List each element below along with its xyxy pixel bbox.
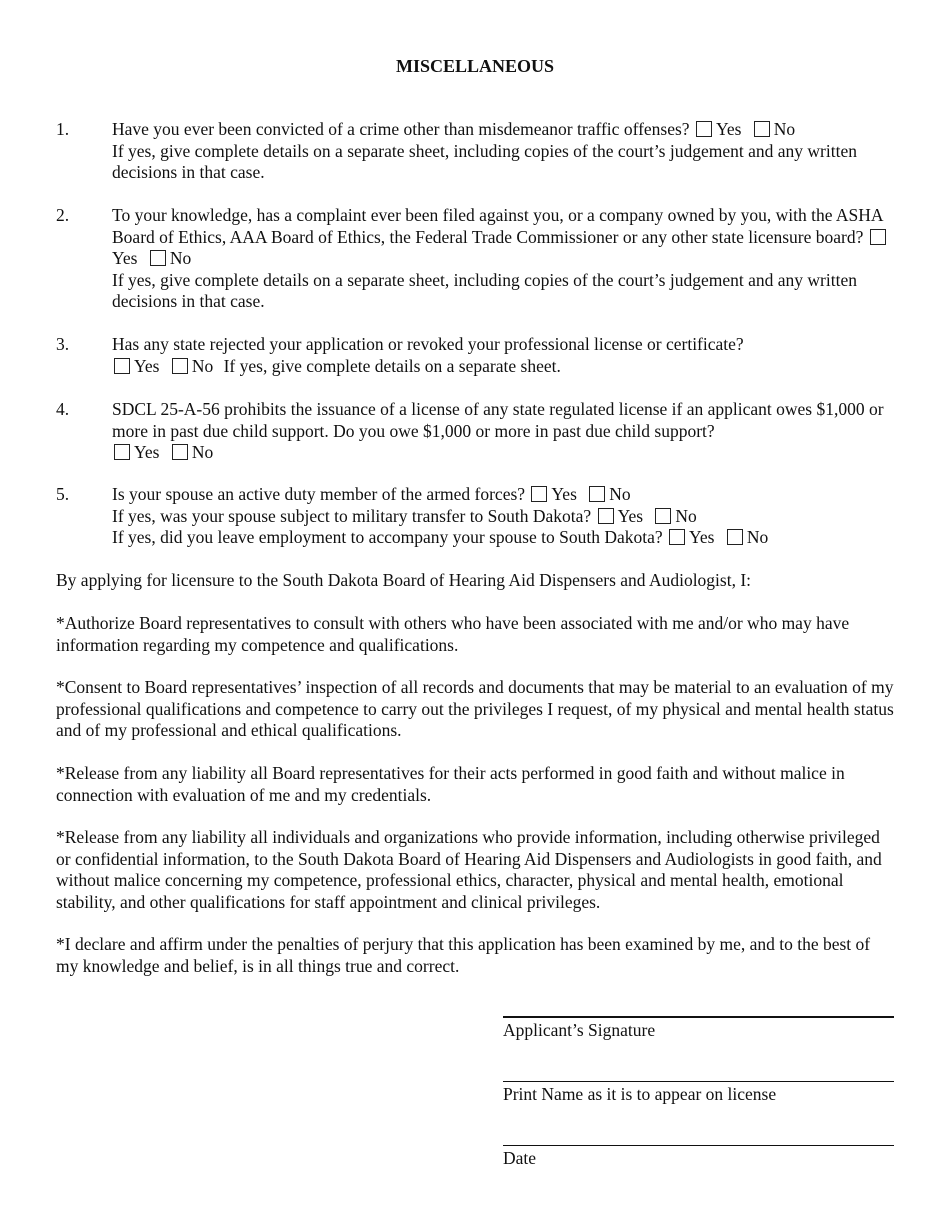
yes-label: Yes (689, 527, 715, 547)
question-text: To your knowledge, has a complaint ever been filed against you, or a company owned by you, with the ASHA Board of Ethics, AAA Board of Ethics, the Federal Trade Commissioner or any other state licensure board? (112, 205, 883, 247)
print-name-label: Print Name as it is to appear on license (503, 1084, 777, 1104)
question-2 (56, 205, 896, 313)
print-name-field[interactable] (503, 1081, 894, 1106)
yes-checkbox[interactable] (696, 121, 712, 137)
question-5 (56, 484, 896, 549)
question-text: If yes, did you leave employment to accompany your spouse to South Dakota? (112, 527, 663, 547)
question-1 (56, 119, 896, 184)
question-text: If yes, was your spouse subject to military transfer to South Dakota? (112, 505, 592, 526)
intro-text: By applying for licensure to the South Dakota Board of Hearing Aid Dispensers and Audiologist, I: (56, 570, 752, 590)
yes-checkbox[interactable] (114, 444, 130, 460)
yes-label: Yes (134, 355, 160, 376)
page-title: MISCELLANEOUS (395, 56, 555, 76)
date-field[interactable] (503, 1145, 894, 1170)
signature-line (503, 1016, 894, 1018)
yes-label: Yes (551, 484, 577, 504)
no-checkbox[interactable] (150, 250, 166, 266)
no-checkbox[interactable] (589, 486, 605, 502)
no-checkbox[interactable] (754, 121, 770, 137)
yes-checkbox[interactable] (598, 508, 614, 524)
question-number: 1. (56, 119, 70, 139)
question-text: Has any state rejected your application or revoked your professional license or certificate? (112, 334, 744, 354)
question-number: 5. (56, 484, 70, 504)
yes-label: Yes (134, 442, 160, 462)
yes-label: Yes (112, 248, 138, 268)
yes-label: Yes (617, 505, 644, 526)
statement-release-board: *Release from any liability all Board representatives for their acts performed in good faith and without malice in connection with evaluation of me and my credentials. (56, 763, 845, 805)
no-label: No (191, 442, 214, 462)
no-checkbox[interactable] (172, 444, 188, 460)
signature-line (503, 1145, 894, 1146)
question-details: If yes, give complete details on a separate sheet, including copies of the court’s judgement and any written decisions in that case. (112, 140, 857, 182)
yes-checkbox[interactable] (531, 486, 547, 502)
question-number: 3. (56, 334, 70, 354)
question-text: Is your spouse an active duty member of the armed forces? (112, 484, 526, 504)
no-checkbox[interactable] (655, 508, 671, 524)
statement-release-individuals: *Release from any liability all individuals and organizations who provide information, including otherwise privileged or confidential information, to the South Dakota Board of Hearing Aid Dispensers and Audiologists in good faith, and without malice concerning my competence, professional ethics, character, physical and mental health, emotional stability, and other qualifications for staff appointment and clinical privileges. (56, 827, 882, 912)
question-3 (56, 334, 896, 377)
yes-checkbox[interactable] (870, 229, 886, 245)
question-details: If yes, give complete details on a separate sheet, including copies of the court’s judgement and any written decisions in that case. (112, 269, 857, 311)
no-label: No (609, 484, 631, 504)
applicant-signature-field[interactable] (503, 1016, 894, 1042)
no-label: No (746, 527, 769, 547)
statement-authorize: *Authorize Board representatives to consult with others who have been associated with me and/or who may have information regarding my competence and qualifications. (56, 613, 850, 655)
yes-checkbox[interactable] (669, 529, 685, 545)
question-text: SDCL 25-A-56 prohibits the issuance of a license of any state regulated license if an applicant owes $1,000 or more in past due child support. Do you owe $1,000 or more in past due child support? (112, 399, 884, 441)
question-4 (56, 399, 896, 464)
date-label: Date (503, 1148, 537, 1168)
no-checkbox[interactable] (172, 358, 188, 374)
yes-label: Yes (715, 119, 742, 139)
question-number: 2. (56, 205, 70, 225)
no-label: No (773, 119, 796, 139)
no-label: No (191, 355, 214, 376)
no-checkbox[interactable] (727, 529, 743, 545)
question-text: Have you ever been convicted of a crime other than misdemeanor traffic offenses? (112, 119, 690, 139)
yes-checkbox[interactable] (114, 358, 130, 374)
no-label: No (675, 505, 697, 526)
no-label: No (169, 248, 192, 268)
statement-declaration: *I declare and affirm under the penalties of perjury that this application has been examined by me, and to the best of my knowledge and belief, is in all things true and correct. (56, 934, 871, 976)
statement-consent: *Consent to Board representatives’ inspection of all records and documents that may be material to an evaluation of my professional qualifications and competence to carry out the privileges I request, of my physical and mental health status and of my professional and ethical qualifications. (56, 677, 894, 740)
question-number: 4. (56, 399, 70, 419)
question-details: If yes, give complete details on a separate sheet. (223, 355, 561, 376)
applicant-signature-label: Applicant’s Signature (503, 1020, 656, 1040)
signature-line (503, 1081, 894, 1082)
